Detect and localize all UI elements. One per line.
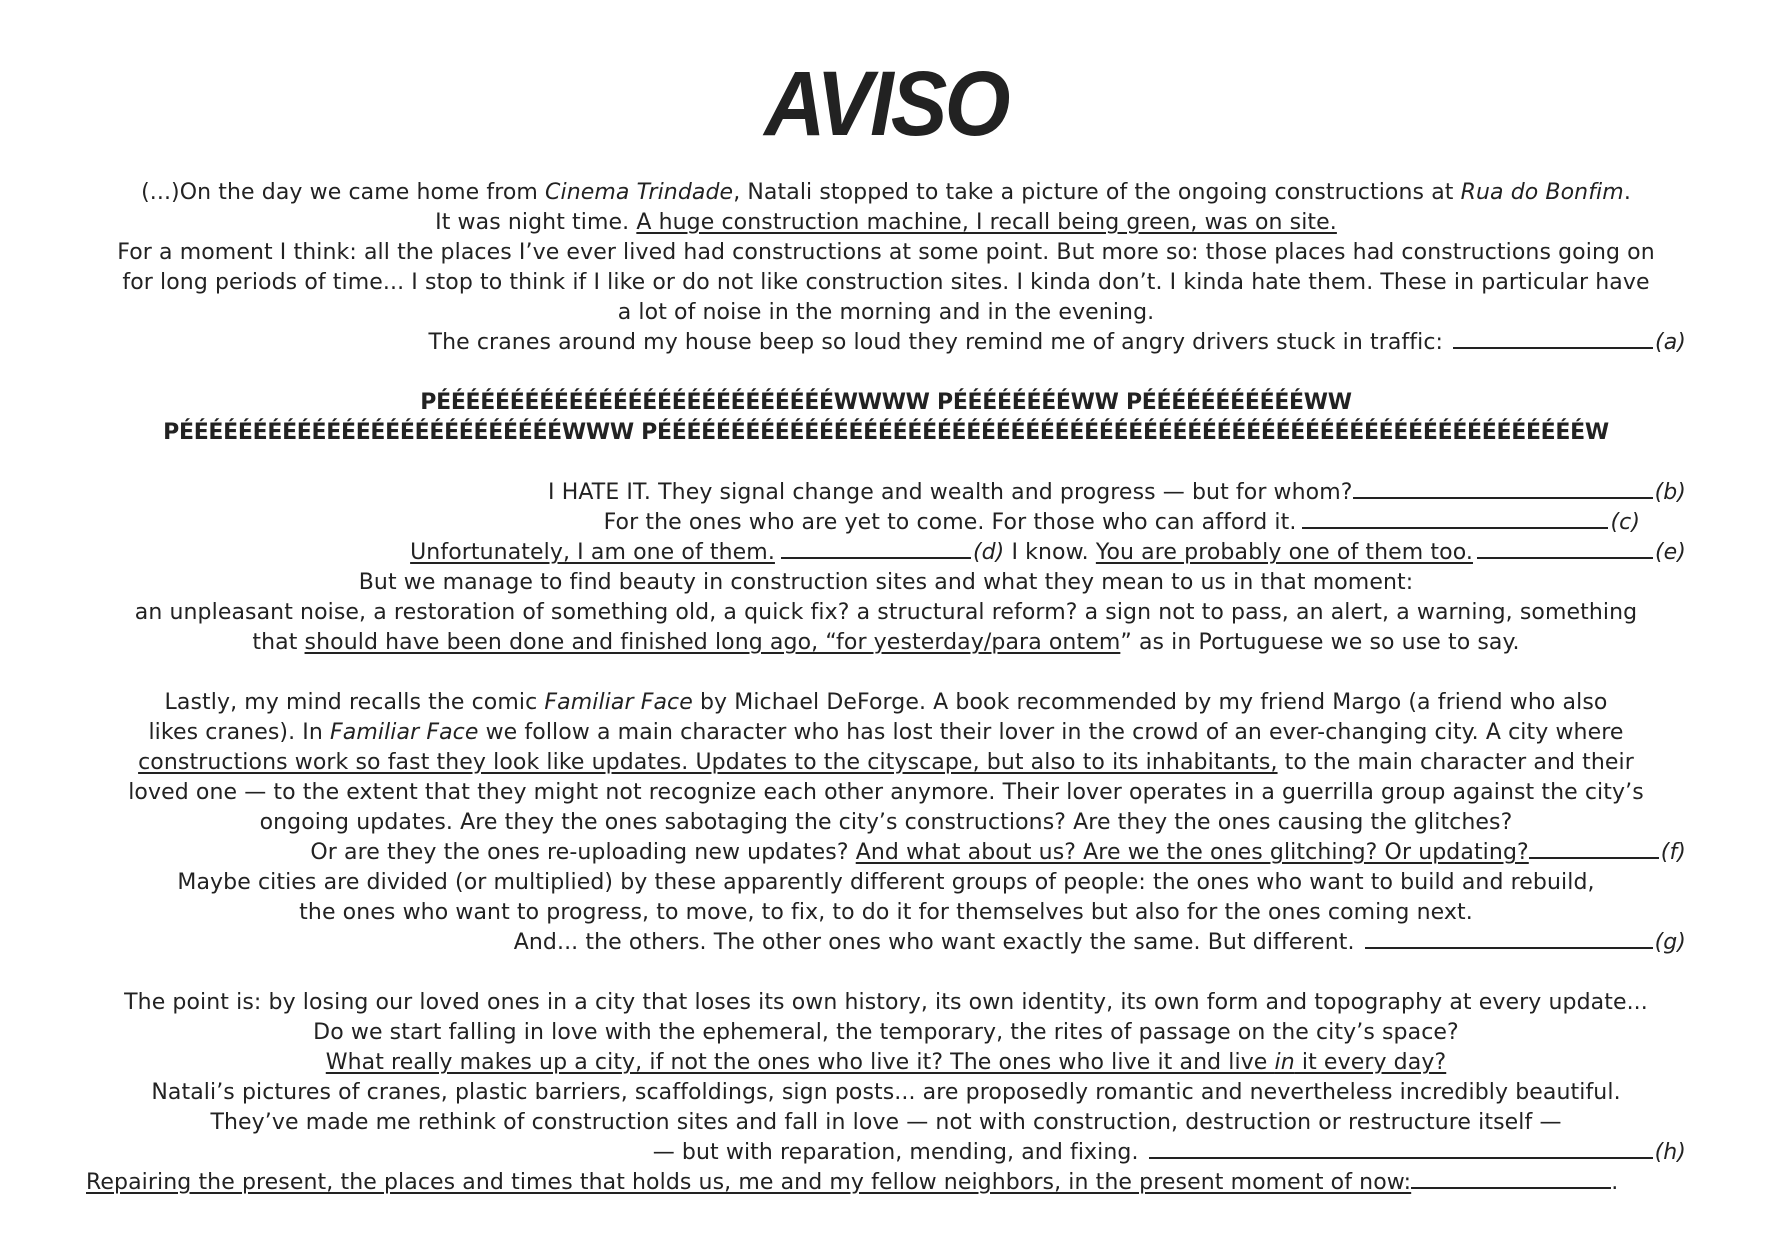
blank-marker: (f): [1660, 840, 1686, 865]
text-line: [86, 838, 1686, 868]
text-segment: I know.: [1004, 540, 1096, 565]
underlined-text: Repairing the present, the places and times that holds us, me and my fellow neighbors, in the present moment of now:: [86, 1170, 1412, 1195]
text-segment: The point is: by losing our loved ones in a city that loses its own history, its own identity, its own form and topography at every update...: [124, 990, 1648, 1015]
text-segment: ” as in Portuguese we so use to say.: [1120, 630, 1520, 655]
underlined-text: Unfortunately, I am one of them.: [410, 540, 775, 565]
blank-marker: (g): [1654, 930, 1686, 955]
text-segment: for long periods of time... I stop to think if I like or do not like construction sites. I kinda don’t. I kinda hate them. These in particular have: [122, 270, 1650, 295]
text-line: [86, 1108, 1686, 1138]
answer-blank: [1453, 329, 1653, 349]
text-line: [86, 928, 1686, 958]
text-line: [86, 1138, 1686, 1168]
underlined-text: should have been done and finished long ago, “for yesterday/para ontem: [304, 630, 1121, 655]
answer-blank: [781, 539, 971, 559]
text-segment: by Michael DeForge. A book recommended by my friend Margo (a friend who also: [692, 690, 1608, 715]
text-segment: For the ones who are yet to come. For those who can afford it.: [603, 510, 1297, 535]
text-segment: — but with reparation, mending, and fixing.: [652, 1140, 1139, 1165]
text-line: [86, 688, 1686, 718]
text-line: [86, 478, 1686, 508]
text-line: [86, 1168, 1686, 1198]
text-line: [86, 988, 1686, 1018]
text-body: [86, 178, 1686, 1198]
text-line: [86, 298, 1686, 328]
text-line: [86, 628, 1686, 658]
text-segment: The cranes around my house beep so loud they remind me of angry drivers stuck in traffic:: [428, 330, 1444, 355]
text-line: [86, 718, 1686, 748]
text-segment: the ones who want to progress, to move, to fix, to do it for themselves but also for the ones coming next.: [299, 900, 1473, 925]
text-segment: likes cranes). In: [148, 720, 330, 745]
book-title: Familiar Face: [330, 720, 479, 745]
text-segment: that: [252, 630, 305, 655]
beep-line: PÉÉÉÉÉÉÉÉÉÉÉÉÉÉÉÉÉÉÉÉÉÉÉÉÉÉWWW PÉÉÉÉÉÉÉÉÉÉÉÉÉÉÉÉÉÉÉÉÉÉÉÉÉÉÉÉÉÉÉÉÉÉÉÉÉÉÉÉÉÉÉÉÉÉÉÉÉÉÉÉÉÉÉÉÉÉÉÉÉÉÉW: [163, 420, 1609, 445]
text-segment: we follow a main character who has lost their lover in the crowd of an ever-changing city. A city where: [478, 720, 1624, 745]
text-line: [86, 508, 1686, 538]
underlined-text: constructions work so fast they look like updates. Updates to the cityscape, but also to its inhabitants,: [138, 750, 1278, 775]
text-line: [86, 208, 1686, 238]
blank-marker: (h): [1654, 1140, 1686, 1165]
text-line: [86, 1048, 1686, 1078]
text-segment: Do we start falling in love with the ephemeral, the temporary, the rites of passage on the city’s space?: [313, 1020, 1459, 1045]
text-segment: I HATE IT. They signal change and wealth and progress — but for whom?: [548, 480, 1353, 505]
answer-blank: [1302, 509, 1608, 529]
underlined-text: You are probably one of them too.: [1095, 540, 1473, 565]
text-segment: .: [1611, 1170, 1619, 1195]
text-segment: For a moment I think: all the places I’ve ever lived had constructions at some point. But more so: those places had constructions going on: [117, 240, 1655, 265]
text-segment: an unpleasant noise, a restoration of something old, a quick fix? a structural reform? a sign not to pass, an alert, a warning, something: [134, 600, 1638, 625]
text-segment: Lastly, my mind recalls the comic: [164, 690, 545, 715]
text-segment: They’ve made me rethink of construction sites and fall in love — not with construction, destruction or restructure itself —: [210, 1110, 1562, 1135]
underlined-text: And what about us? Are we the ones glitching? Or updating?: [855, 840, 1529, 865]
text-segment: loved one — to the extent that they might not recognize each other anymore. Their lover operates in a guerrilla group against the city’s: [128, 780, 1644, 805]
text-segment: (...)On the day we came home from: [141, 180, 546, 205]
blank-marker: (a): [1655, 330, 1686, 355]
text-line: [86, 328, 1686, 358]
answer-blank: [1353, 479, 1653, 499]
text-line: [86, 748, 1686, 778]
text-line: [86, 868, 1686, 898]
text-line: [86, 238, 1686, 268]
text-line: [86, 1018, 1686, 1048]
text-segment: And... the others. The other ones who want exactly the same. But different.: [513, 930, 1355, 955]
underlined-text: What really makes up a city, if not the ones who live it? The ones who live it and live: [325, 1050, 1275, 1075]
answer-blank: [1411, 1169, 1611, 1189]
underlined-text: A huge construction machine, I recall being green, was on site.: [636, 210, 1337, 235]
text-segment: Or are they the ones re-uploading new updates?: [310, 840, 856, 865]
text-line: [86, 898, 1686, 928]
beep-line: PÉÉÉÉÉÉÉÉÉÉÉÉÉÉÉÉÉÉÉÉÉÉÉÉÉÉÉWWWW PÉÉÉÉÉÉÉÉWW PÉÉÉÉÉÉÉÉÉÉÉWW: [420, 390, 1352, 415]
text-line: [86, 268, 1686, 298]
text-segment: , Natali stopped to take a picture of the ongoing constructions at: [733, 180, 1461, 205]
text-segment: to the main character and their: [1277, 750, 1634, 775]
text-line: [86, 808, 1686, 838]
blank-marker: (c): [1610, 510, 1640, 535]
text-segment: ongoing updates. Are they the ones sabotaging the city’s constructions? Are they the ones causing the glitches?: [259, 810, 1513, 835]
text-line: [86, 1078, 1686, 1108]
place-name: Cinema Trindade: [545, 180, 734, 205]
blank-marker: (b): [1654, 480, 1686, 505]
text-segment: Natali’s pictures of cranes, plastic barriers, scaffoldings, sign posts... are proposedly romantic and nevertheless incredibly beautiful.: [151, 1080, 1621, 1105]
text-line: [86, 778, 1686, 808]
text-segment: But we manage to find beauty in construction sites and what they mean to us in that moment:: [358, 570, 1414, 595]
book-title: Familiar Face: [544, 690, 693, 715]
text-segment: .: [1623, 180, 1631, 205]
text-segment: Maybe cities are divided (or multiplied) by these apparently different groups of people: the ones who want to build and rebuild,: [177, 870, 1595, 895]
blank-marker: (d): [972, 540, 1005, 565]
text-line: [86, 568, 1686, 598]
answer-blank: [1365, 929, 1653, 949]
text-segment: It was night time.: [435, 210, 637, 235]
text-segment: a lot of noise in the morning and in the evening.: [617, 300, 1155, 325]
underlined-text: in: [1274, 1050, 1295, 1075]
text-line: [86, 538, 1686, 568]
text-line: [86, 178, 1686, 208]
text-line: [86, 598, 1686, 628]
page-title: AVISO: [764, 53, 1008, 155]
answer-blank: [1529, 839, 1659, 859]
underlined-text: it every day?: [1294, 1050, 1447, 1075]
blank-marker: (e): [1654, 540, 1686, 565]
answer-blank: [1149, 1139, 1653, 1159]
place-name: Rua do Bonfim: [1460, 180, 1624, 205]
answer-blank: [1477, 539, 1653, 559]
